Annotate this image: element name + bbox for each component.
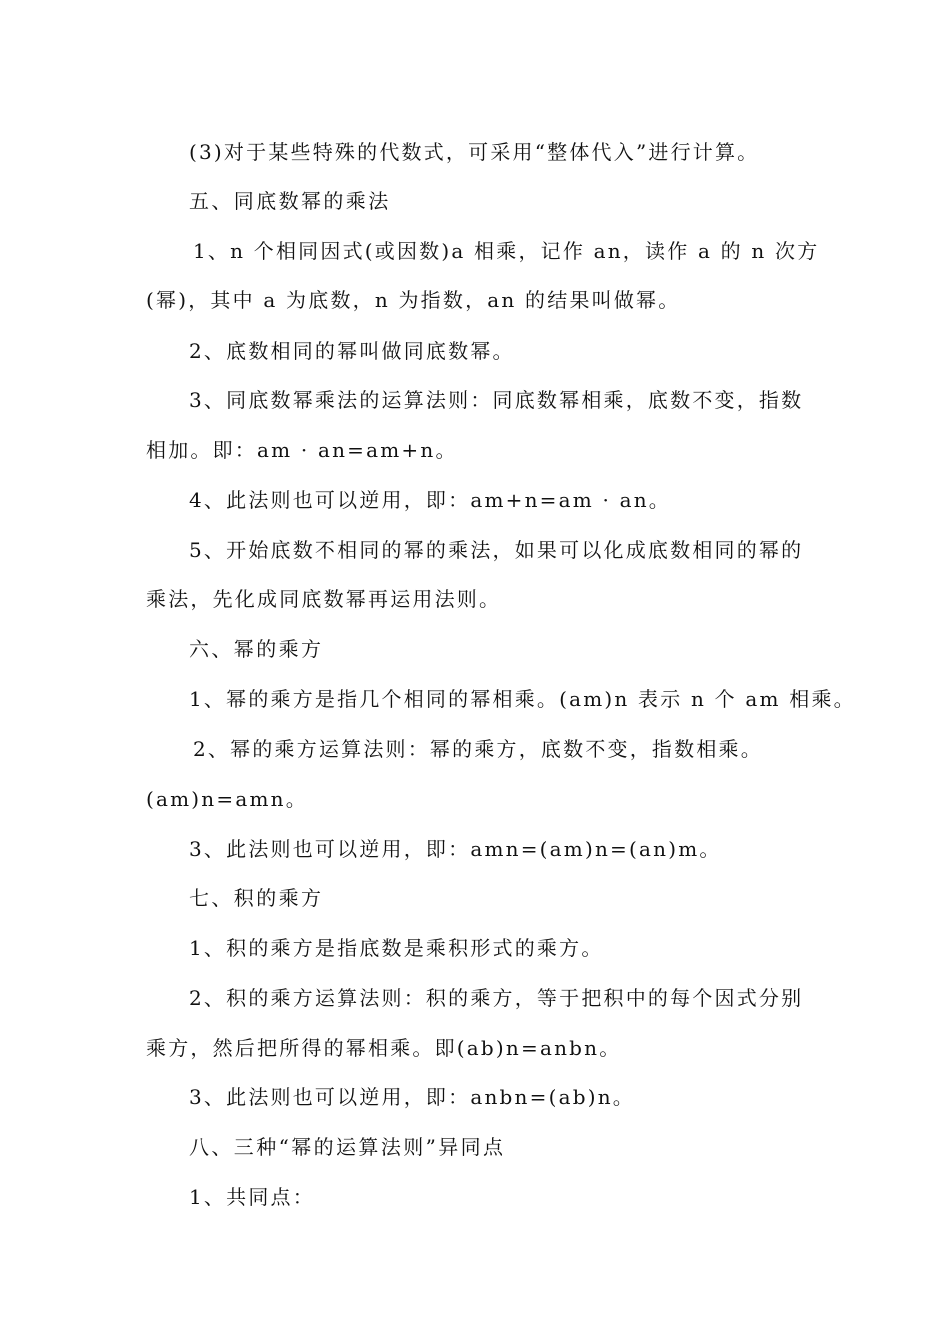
paragraph-line: 相加。即：am · an=am+n。 — [146, 438, 458, 462]
section-heading: 六、幂的乘方 — [189, 637, 324, 661]
paragraph-line: 1、积的乘方是指底数是乘积形式的乘方。 — [189, 936, 604, 960]
paragraph-line: (幂)，其中 a 为底数，n 为指数，an 的结果叫做幂。 — [146, 288, 681, 312]
paragraph-line: 3、此法则也可以逆用，即：anbn=(ab)n。 — [189, 1085, 635, 1109]
paragraph-line: (3)对于某些特殊的代数式，可采用“整体代入”进行计算。 — [189, 140, 760, 164]
paragraph-line: 1、共同点： — [189, 1185, 315, 1209]
paragraph-line: 乘法，先化成同底数幂再运用法则。 — [146, 587, 502, 611]
paragraph-line: 1、n 个相同因式(或因数)a 相乘，记作 an，读作 a 的 n 次方 — [193, 239, 820, 263]
paragraph-line: (am)n=amn。 — [146, 787, 308, 811]
paragraph-line: 乘方，然后把所得的幂相乘。即(ab)n=anbn。 — [146, 1036, 622, 1060]
section-heading: 七、积的乘方 — [189, 886, 324, 910]
paragraph-line: 2、积的乘方运算法则：积的乘方，等于把积中的每个因式分别 — [189, 986, 804, 1010]
paragraph-line: 5、开始底数不相同的幂的乘法，如果可以化成底数相同的幂的 — [189, 538, 804, 562]
paragraph-line: 3、同底数幂乘法的运算法则：同底数幂相乘，底数不变，指数 — [189, 388, 804, 412]
section-heading: 八、三种“幂的运算法则”异同点 — [189, 1135, 506, 1159]
paragraph-line: 4、此法则也可以逆用，即：am+n=am · an。 — [189, 488, 671, 512]
paragraph-line: 2、幂的乘方运算法则：幂的乘方，底数不变，指数相乘。 — [193, 737, 763, 761]
paragraph-line: 3、此法则也可以逆用，即：amn=(am)n=(an)m。 — [189, 837, 722, 861]
section-heading: 五、同底数幂的乘法 — [189, 189, 391, 213]
paragraph-line: 2、底数相同的幂叫做同底数幂。 — [189, 339, 515, 363]
paragraph-line: 1、幂的乘方是指几个相同的幂相乘。(am)n 表示 n 个 am 相乘。 — [189, 687, 856, 711]
